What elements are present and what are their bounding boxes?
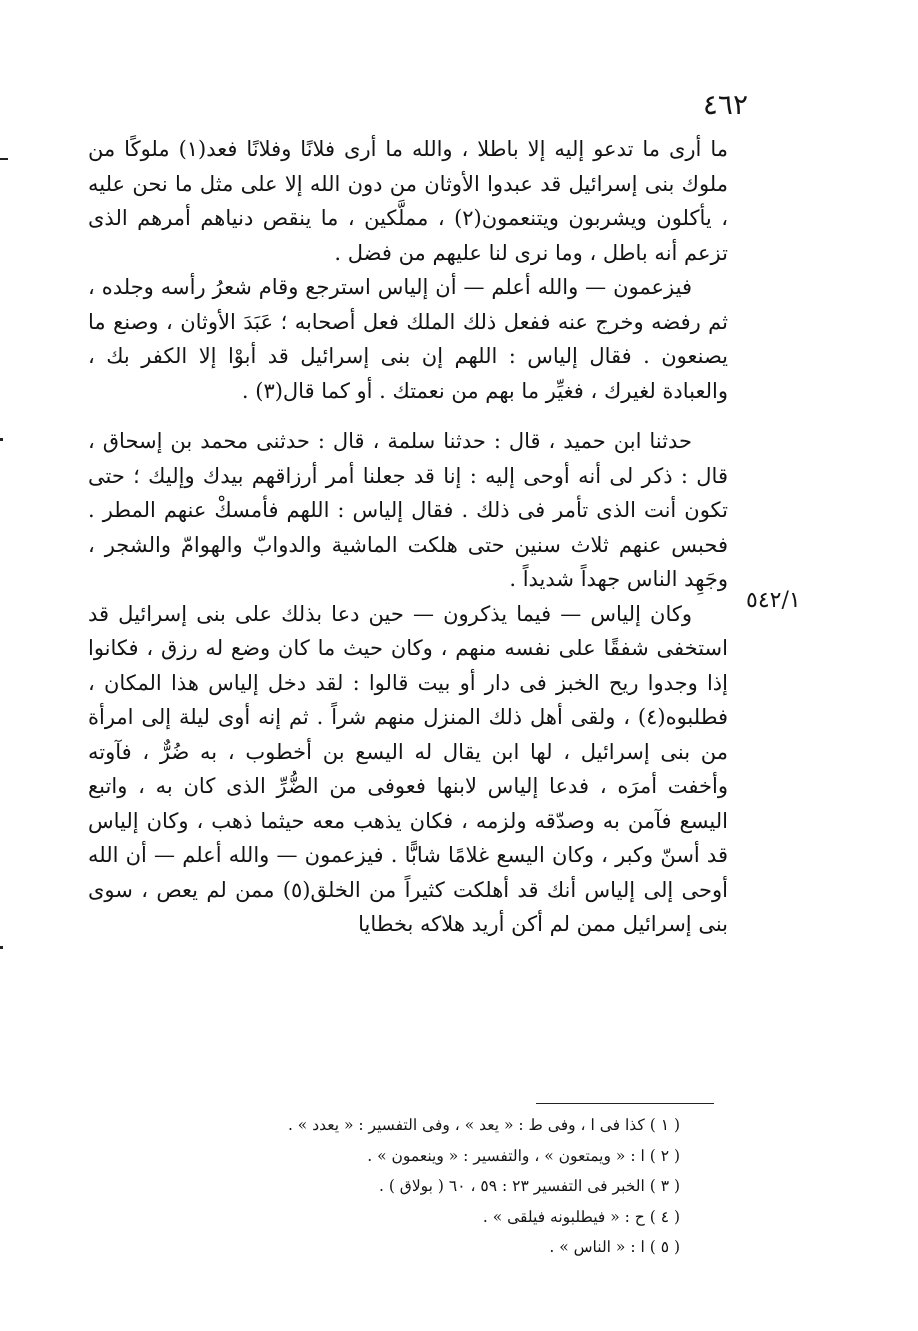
- footnote-4: ( ٤ ) ح : « فيطلبونه فيلقى » .: [482, 1207, 680, 1226]
- footnote-1: ( ١ ) كذا فى ا ، وفى ط : « يعد » ، وفى التفسير : « يعدد » .: [287, 1116, 680, 1134]
- footnote-3: ( ٣ ) الخبر فى التفسير ٢٣ : ٥٩ ، ٦٠ ( بولاق ) .: [378, 1177, 680, 1195]
- margin-reference: ٥٤٢/١: [746, 588, 801, 613]
- margin-tick-bottom: [0, 946, 3, 949]
- page-number: ٤٦٢: [702, 88, 748, 121]
- footnote-2: ( ٢ ) ا : « ويمتعون » ، والتفسير : « وينعمون » .: [367, 1146, 680, 1165]
- margin-tick-middle: [0, 438, 3, 441]
- footnote-divider: [536, 1103, 714, 1104]
- paragraph-2: فيزعمون — والله أعلم — أن إلياس استرجع وقام شعرُ رأسه وجلده ، ثم رفضه وخرج عنه ففعل ذلك الملك فعل أصحابه ؛ عَبَدَ الأوثان ، وصنع ما يصنعون . فقال إلياس : اللهم إن بنى إسرائيل قد أبوْا إلا الكفر بك ، والعبادة لغيرك ، فغيِّر ما بهم من نعمتك . أو كما قال(٣) .: [88, 275, 728, 403]
- paragraph-1: ما أرى ما تدعو إليه إلا باطلا ، والله ما أرى فلانًا وفلانًا فعد(١) ملوكًا من ملوك بنى إسرائيل قد عبدوا الأوثان من دون الله إلا على مثل ما نحن عليه ، يأكلون ويشربون ويتنعمون(٢) ، مملَّكين ، ما ينقص دنياهم أمرهم الذى تزعم أنه باطل ، وما نرى لنا عليهم من فضل .: [88, 137, 729, 265]
- main-text: [88, 132, 728, 942]
- footnote-5: ( ٥ ) ا : « الناس » .: [549, 1238, 680, 1256]
- paragraph-4: وكان إلياس — فيما يذكرون — حين دعا بذلك على بنى إسرائيل قد استخفى شفقًا على نفسه منهم ، وكان حيث ما كان وضع له رزق ، فكانوا إذا وجدوا ريح الخبز فى دار أو بيت قالوا : لقد دخل إلياس هذا المكان ، فطلبوه(٤) ، ولقى أهل ذلك المنزل منهم شراً . ثم إنه أوى ليلة إلى امرأة من بنى إسرائيل ، لها ابن يقال له اليسع بن أخطوب ، به ضُرٌّ ، فآوته وأخفت أمرَه ، فدعا إلياس لابنها فعوفى من الضُّرِّ الذى كان به ، واتبع اليسع فآمن به وصدّقه ولزمه ، فكان يذهب معه حيثما ذهب ، وكان إلياس قد أسنّ وكبر ، وكان اليسع غلامًا شابًّا . فيزعمون — والله أعلم — أن الله أوحى إلى إلياس أنك قد أهلكت كثيراً من الخلق(٥) ممن لم يعص ، سوى بنى إسرائيل ممن لم أكن أريد هلاكه بخطايا: [88, 601, 728, 936]
- footnotes: [120, 1110, 680, 1263]
- margin-tick-top: [0, 158, 8, 160]
- paragraph-3: حدثنا ابن حميد ، قال : حدثنا سلمة ، قال : حدثنى محمد بن إسحاق ، قال : ذكر لى أنه أوحى إليه : إنا قد جعلنا أمر أرزاقهم بيدك وإليك ؛ حتى تكون أنت الذى تأمر فى ذلك . فقال إلياس : اللهم فأمسكْ عنهم المطر . فحبس عنهم ثلاث سنين حتى هلكت الماشية والدوابّ والهوامّ والشجر ، وجَهِد الناس جهداً شديداً .: [88, 429, 728, 591]
